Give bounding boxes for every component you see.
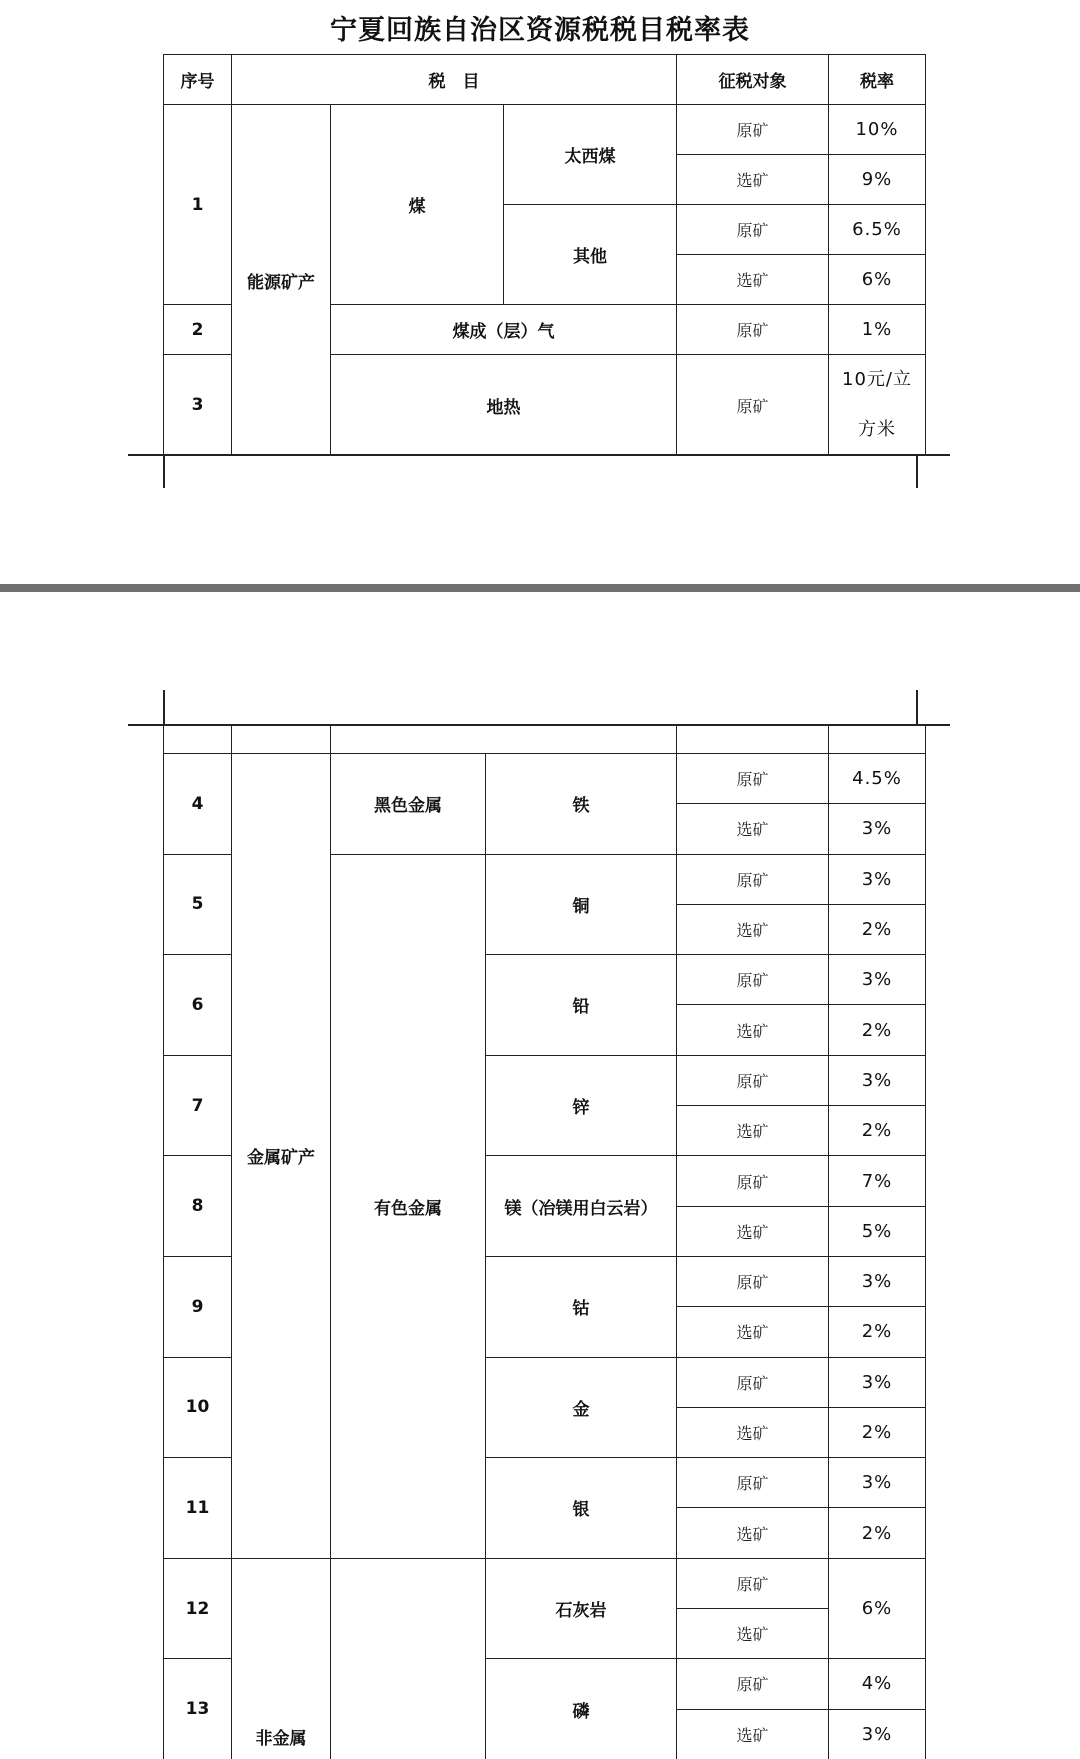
rate-value: 3% xyxy=(829,1055,926,1105)
rate-value: 3% xyxy=(829,804,926,854)
rate-value xyxy=(829,355,926,456)
crop-mark xyxy=(163,690,165,725)
rate-value: 3% xyxy=(829,1256,926,1306)
rate-value: 3% xyxy=(829,1458,926,1508)
blank-cell xyxy=(829,726,926,754)
object-raw: 原矿 xyxy=(677,1558,829,1608)
rate-value: 6.5% xyxy=(829,205,926,255)
rate-value: 3% xyxy=(829,955,926,1005)
object-raw: 原矿 xyxy=(677,1458,829,1508)
item-silver: 银 xyxy=(486,1458,677,1559)
rate-value: 2% xyxy=(829,1407,926,1457)
rate-value: 3% xyxy=(829,1357,926,1407)
tax-rate-table xyxy=(163,54,926,456)
item-coalbed-gas: 煤成（层）气 xyxy=(331,305,677,355)
object-processed: 选矿 xyxy=(677,1307,829,1357)
table-row xyxy=(164,105,926,155)
row-no: 11 xyxy=(164,1458,232,1559)
rate-value: 2% xyxy=(829,904,926,954)
object-raw: 原矿 xyxy=(677,1256,829,1306)
object-processed: 选矿 xyxy=(677,1407,829,1457)
row-no: 13 xyxy=(164,1659,232,1759)
rate-value: 3% xyxy=(829,1709,926,1759)
object-processed: 选矿 xyxy=(677,904,829,954)
blank-cell xyxy=(331,1558,486,1759)
item-gold: 金 xyxy=(486,1357,677,1458)
table-row xyxy=(164,1558,926,1608)
subcategory-coal: 煤 xyxy=(331,105,504,305)
row-no: 8 xyxy=(164,1156,232,1257)
rate-value: 7% xyxy=(829,1156,926,1206)
blank-cell xyxy=(232,726,331,754)
object-processed: 选矿 xyxy=(677,255,829,305)
object-raw: 原矿 xyxy=(677,205,829,255)
crop-mark xyxy=(128,454,950,456)
header-object: 征税对象 xyxy=(677,55,829,105)
row-no: 4 xyxy=(164,754,232,855)
page-separator xyxy=(0,584,1080,592)
item-geothermal: 地热 xyxy=(331,355,677,456)
crop-mark xyxy=(916,454,918,488)
blank-cell xyxy=(164,726,232,754)
subcategory-ferrous: 黑色金属 xyxy=(331,754,486,855)
rate-line-1: 10元/立 xyxy=(842,369,912,390)
rate-value: 2% xyxy=(829,1508,926,1558)
rate-value: 6% xyxy=(829,1558,926,1659)
rate-value: 5% xyxy=(829,1206,926,1256)
item-copper: 铜 xyxy=(486,854,677,955)
item-other-coal: 其他 xyxy=(504,205,677,305)
object-processed: 选矿 xyxy=(677,1709,829,1759)
page-title: 宁夏回族自治区资源税税目税率表 xyxy=(330,15,750,46)
item-magnesium: 镁（冶镁用白云岩） xyxy=(486,1156,677,1257)
category-nonmetal: 非金属 xyxy=(232,1558,331,1759)
row-no: 3 xyxy=(164,355,232,456)
crop-mark xyxy=(916,690,918,725)
crop-mark xyxy=(163,454,165,488)
rate-value: 9% xyxy=(829,155,926,205)
item-lead: 铅 xyxy=(486,955,677,1056)
rate-value: 1% xyxy=(829,305,926,355)
category-energy: 能源矿产 xyxy=(232,105,331,456)
row-no: 2 xyxy=(164,305,232,355)
object-raw: 原矿 xyxy=(677,1659,829,1709)
table-blank-row xyxy=(164,726,926,754)
object-raw: 原矿 xyxy=(677,955,829,1005)
subcategory-nonferrous: 有色金属 xyxy=(331,854,486,1558)
object-processed: 选矿 xyxy=(677,1508,829,1558)
header-rate: 税率 xyxy=(829,55,926,105)
header-item: 税 目 xyxy=(232,55,677,105)
row-no: 7 xyxy=(164,1055,232,1156)
header-no: 序号 xyxy=(164,55,232,105)
rate-value: 10% xyxy=(829,105,926,155)
object-raw: 原矿 xyxy=(677,1055,829,1105)
rate-value: 3% xyxy=(829,854,926,904)
object-processed: 选矿 xyxy=(677,804,829,854)
rate-value: 4% xyxy=(829,1659,926,1709)
object-processed: 选矿 xyxy=(677,1206,829,1256)
tax-rate-table-continued xyxy=(163,725,926,1759)
rate-value: 2% xyxy=(829,1005,926,1055)
object-raw: 原矿 xyxy=(677,854,829,904)
table-header-row xyxy=(164,55,926,105)
rate-value: 4.5% xyxy=(829,754,926,804)
item-taixi-coal: 太西煤 xyxy=(504,105,677,205)
category-metal: 金属矿产 xyxy=(232,754,331,1559)
item-iron: 铁 xyxy=(486,754,677,855)
row-no: 10 xyxy=(164,1357,232,1458)
rate-line-2: 方米 xyxy=(858,419,896,440)
blank-cell xyxy=(331,726,677,754)
blank-cell xyxy=(677,726,829,754)
item-zinc: 锌 xyxy=(486,1055,677,1156)
row-no: 6 xyxy=(164,955,232,1056)
object-raw: 原矿 xyxy=(677,305,829,355)
object-raw: 原矿 xyxy=(677,105,829,155)
rate-value: 2% xyxy=(829,1307,926,1357)
object-processed: 选矿 xyxy=(677,1609,829,1659)
object-raw: 原矿 xyxy=(677,1357,829,1407)
rate-value: 6% xyxy=(829,255,926,305)
object-raw: 原矿 xyxy=(677,754,829,804)
row-no: 5 xyxy=(164,854,232,955)
table-row xyxy=(164,754,926,804)
object-processed: 选矿 xyxy=(677,155,829,205)
row-no: 1 xyxy=(164,105,232,305)
item-cobalt: 钴 xyxy=(486,1256,677,1357)
object-processed: 选矿 xyxy=(677,1106,829,1156)
object-processed: 选矿 xyxy=(677,1005,829,1055)
item-phosphorus: 磷 xyxy=(486,1659,677,1759)
object-raw: 原矿 xyxy=(677,1156,829,1206)
object-raw: 原矿 xyxy=(677,355,829,456)
row-no: 12 xyxy=(164,1558,232,1659)
item-limestone: 石灰岩 xyxy=(486,1558,677,1659)
row-no: 9 xyxy=(164,1256,232,1357)
rate-value: 2% xyxy=(829,1106,926,1156)
